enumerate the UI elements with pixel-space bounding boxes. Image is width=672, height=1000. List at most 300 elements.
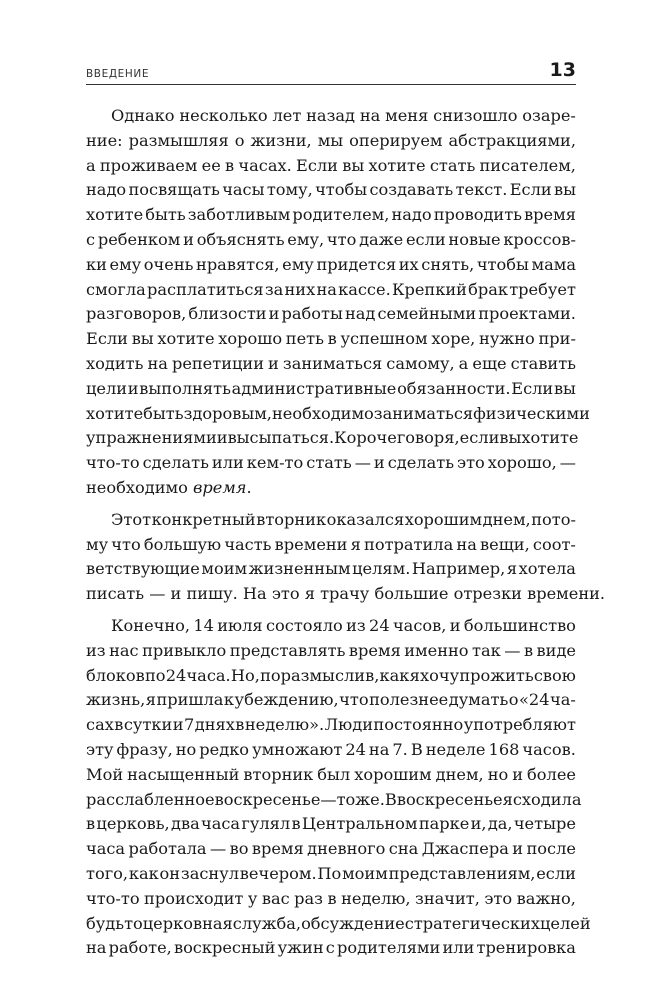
word: В [384,789,397,809]
word: привыкло [142,640,227,660]
word: что-то [86,453,140,473]
text-line [86,203,576,228]
word: насыщенный [127,764,240,784]
word: да, [487,814,513,834]
word: большинство [463,615,576,635]
word: быть [145,205,186,225]
word: над [344,304,376,324]
word: из [86,640,106,660]
word: эту [86,739,114,759]
word: В [410,739,423,759]
line-text: необходимо [86,477,193,497]
word: хотите [157,329,215,349]
word: расплатиться [147,279,264,299]
text-line [86,862,576,887]
word: ходить [86,353,144,373]
text-line [86,352,576,377]
word: хотите [86,403,144,423]
word: сна [388,839,419,859]
word: заснул [180,863,240,883]
text-line [86,104,576,129]
word: сутки [123,715,173,735]
text-line [86,476,576,501]
word: часа. [186,665,231,685]
word: Крепкий [391,279,467,299]
word: редко [199,739,250,759]
word: после [526,839,576,859]
word: кроссов- [503,229,576,249]
word: административные [231,378,397,398]
text-line [86,302,576,327]
word: вы [131,329,154,349]
word: самому, [386,353,455,373]
word: во [229,839,249,859]
word: именно [404,640,469,660]
word: создавать [369,180,454,200]
word: употребляют [463,715,576,735]
text-line [86,837,576,862]
word: хорошим [404,509,483,529]
word: что [326,229,357,249]
word: хотите [86,205,144,225]
word: ребенком [97,229,181,249]
word: или [442,938,475,958]
word: на [147,353,168,373]
word: — [209,839,227,859]
word: если [536,863,576,883]
word: раз [294,888,324,908]
word: ему [282,254,314,274]
word: надо [391,205,432,225]
word: на [456,534,477,554]
text-line [86,508,576,533]
word: часах. [238,155,292,175]
word: Например, [411,559,506,579]
word: объяснять [196,229,285,249]
word: ужин [277,938,324,958]
word: как [379,665,410,685]
word: фразу, [116,739,173,759]
word: надо [86,180,127,200]
word: а [86,155,96,175]
word: но [175,739,197,759]
text-line [86,557,576,582]
word: быть [143,403,184,423]
word: по [144,665,166,685]
word: воскресенье [214,789,321,809]
word: 24 [369,615,390,635]
page-number: 13 [549,59,576,81]
word: снять, [421,254,475,274]
word: в [327,888,337,908]
word: вторник [243,764,314,784]
word: — [559,453,576,473]
word: стать [306,453,352,473]
word: работе, [108,938,172,958]
word: гулял [241,814,291,834]
word: происходит [144,888,244,908]
word: брак [468,279,508,299]
word: вторник [256,509,327,529]
word: проектами. [478,304,576,324]
word: это [457,453,485,473]
word: родителем, [292,205,390,225]
word: говоря, [396,428,460,448]
word: 14 [193,615,214,635]
word: вещи, [480,534,530,554]
word: успешном [340,329,428,349]
word: или [211,453,244,473]
word: хорошо [218,329,283,349]
word: вы [553,378,576,398]
word: неделю, [341,888,411,908]
word: и [268,353,279,373]
word: меня [385,106,429,125]
word: моим [342,863,388,883]
word: я [145,690,156,710]
word: июля [217,615,263,635]
word: о [508,690,519,710]
word: умножают [252,739,343,759]
word: 7 [183,715,195,735]
text-line [86,912,591,937]
text-line [86,788,582,813]
text-line [86,327,576,352]
word: озаре- [522,106,576,125]
word: и, [470,814,487,834]
word: 24 [165,665,187,685]
text-line [86,377,576,402]
word: чтобы [476,254,529,274]
word: ки [86,254,107,274]
word: в [291,814,301,834]
word: требует [509,279,576,299]
text-line [86,639,576,664]
word: служба, [232,913,302,933]
word: в [114,715,124,735]
word: днем, [482,509,531,529]
word: ее [201,155,221,175]
word: еще [472,353,507,373]
word: оказался [326,509,405,529]
word: у [247,888,258,908]
word: обязанности. [397,378,511,398]
word: нас [109,640,139,660]
word: необходимо [271,403,374,423]
word: ветствующие [86,559,200,579]
word: времени [274,534,348,554]
text-line [86,451,576,476]
text-line [86,533,576,558]
word: потратила [364,534,454,554]
word: церковь, [96,814,170,834]
text-line [86,278,576,303]
word: днях [194,715,235,735]
word: неделю». [244,715,325,735]
word: 168 [488,739,520,759]
word: то [124,913,143,933]
word: му [86,534,109,554]
word: убеждению, [234,690,339,710]
text-line [86,228,576,253]
word: ние: [86,130,123,150]
text-line [86,664,576,689]
word: Однако [111,106,175,125]
word: Мой [86,764,124,784]
word: в [523,640,534,660]
word: что [339,690,369,710]
word: я [506,559,518,579]
word: неделе [425,739,486,759]
word: Если [296,155,338,175]
word: значит, [414,888,480,908]
word: поразмыслив, [260,665,380,685]
word: Если [509,180,552,200]
word: моим [201,559,248,579]
word: и [512,764,524,784]
text-line [86,936,576,961]
word: размышляя [128,130,229,150]
word: Если [86,329,128,349]
word: дневного [307,839,386,859]
word: выполнять [139,378,231,398]
word: придется [316,254,397,274]
word: репетиции [171,353,264,373]
word: них [284,279,316,299]
word: представлять [229,640,346,660]
word: жизнь, [86,690,146,710]
word: физическими [473,403,590,423]
word: целям. [352,559,411,579]
word: с [86,229,96,249]
word: ему, [287,229,325,249]
word: сах [86,715,114,735]
text-line: писать — и пишу. На это я трачу большие отрезки времени. [86,584,606,604]
text-line [86,713,576,738]
word: в [235,715,245,735]
word: если [459,428,500,448]
text-line [86,738,576,763]
word: назад [306,106,356,125]
text-line [86,763,576,788]
word: хорошим [354,764,432,784]
word: вы [342,155,365,175]
word: — [320,789,337,809]
word: их [398,254,419,274]
word: при- [538,329,576,349]
word: заботливым [187,205,291,225]
emphasis-word: время [192,477,247,497]
word: оперируем [349,130,443,150]
word: высыпаться. [227,428,335,448]
word: конкретный [151,509,256,529]
word: с [325,938,335,958]
word: соот- [532,534,576,554]
word: о [234,130,245,150]
word: целей [539,913,591,933]
word: был [317,764,351,784]
word: писателем, [479,155,576,175]
word: Этот [111,509,152,529]
word: работала [128,839,207,859]
word: он [159,863,181,883]
word: нужно [479,329,535,349]
word: ему [109,254,142,274]
word: тренировка [476,938,576,958]
word: вечером. [239,863,317,883]
word: чтобы [315,180,368,200]
word: проживаем [99,155,198,175]
word: вы [499,428,522,448]
word: того, [86,863,129,883]
word: часа [201,814,241,834]
word: к [223,690,235,710]
word: Центральном [301,814,418,834]
word: 24 [345,739,366,759]
word: Короче [334,428,397,448]
text-line [86,688,576,713]
word: на [316,279,337,299]
word: воскресный [173,938,276,958]
word: вас [261,888,290,908]
word: расслабленное [86,789,215,809]
word: из [346,615,366,635]
word: мама [531,254,576,274]
word: состояло [265,615,343,635]
word: заниматься [282,353,383,373]
word: пото- [531,509,576,529]
word: По [317,863,342,883]
word: абстракциями, [448,130,576,150]
word: хотите [368,155,426,175]
word: здоровым, [183,403,272,423]
word: важно, [516,888,576,908]
word: посвящать [128,180,220,200]
word: Джаспера [421,839,509,859]
word: близости [188,304,267,324]
word: снизошло [433,106,518,125]
word: цели [86,378,128,398]
word: время [251,839,304,859]
word: но [487,764,509,784]
word: а [458,353,469,373]
word: воскресенье [396,789,503,809]
word: Если [511,378,554,398]
word: стать [429,155,476,175]
word: хорошо, [487,453,557,473]
text-line [86,154,576,179]
word: вы [553,180,576,200]
word: часов, [392,615,447,635]
word: заниматься [373,403,474,423]
word: как [128,863,159,883]
word: я [502,789,513,809]
word: и [127,378,139,398]
word: упражнениями [86,428,217,448]
word: несколько [179,106,268,125]
word: парке [418,814,470,834]
word: часть [224,534,272,554]
word: время [348,640,401,660]
body-text [86,104,606,961]
word: текст. [455,180,508,200]
word: ставить [510,353,576,373]
word: если [405,229,446,249]
word: что [111,534,141,554]
word: на [86,938,107,958]
word: сходила [512,789,582,809]
word: блоков [86,665,145,685]
word: хочу [420,665,460,685]
word: виде [536,640,576,660]
word: часа [86,839,126,859]
text-line [86,887,576,912]
text-line [86,253,576,278]
word: пришла [156,690,224,710]
word: полезнее [369,690,449,710]
word: днем, [435,764,484,784]
word: будь [86,913,125,933]
word: даже [359,229,404,249]
word: два [170,814,200,834]
word: ча- [550,690,576,710]
text-line [86,812,576,837]
word: родителями [337,938,441,958]
word: Конечно, [111,615,191,635]
word: тоже. [336,789,385,809]
word: в [225,155,235,175]
word: хотела [518,559,576,579]
word: хотите [521,428,579,448]
word: сделать [387,453,455,473]
word: на [359,106,381,125]
text-line [86,614,576,639]
word: за [264,279,284,299]
word: жизненным [248,559,351,579]
text-line [86,426,579,451]
word: хоре, [431,329,476,349]
word: и [268,304,280,324]
word: сделать [142,453,209,473]
word: что-то [86,888,140,908]
word: «24 [519,690,550,710]
word: и [183,229,194,249]
running-header [86,58,576,85]
word: проводить [433,205,522,225]
word: тому, [266,180,313,200]
word: лет [272,106,302,125]
word: более [527,764,576,784]
word: время [524,205,576,225]
word: кассе. [338,279,391,299]
word: думать [448,690,509,710]
word: так [472,640,501,660]
word: новые [448,229,501,249]
word: часы [222,180,265,200]
section-title: ВВЕДЕНИЕ [86,68,150,80]
word: часов. [522,739,576,759]
word: и [449,615,461,635]
word: и [172,715,184,735]
word: это [484,888,513,908]
word: жизни, [250,130,312,150]
word: и [216,428,228,448]
word: и [373,453,385,473]
text-line [86,402,590,427]
word: в [86,814,96,834]
word: — [504,640,521,660]
word: Люди [324,715,373,735]
